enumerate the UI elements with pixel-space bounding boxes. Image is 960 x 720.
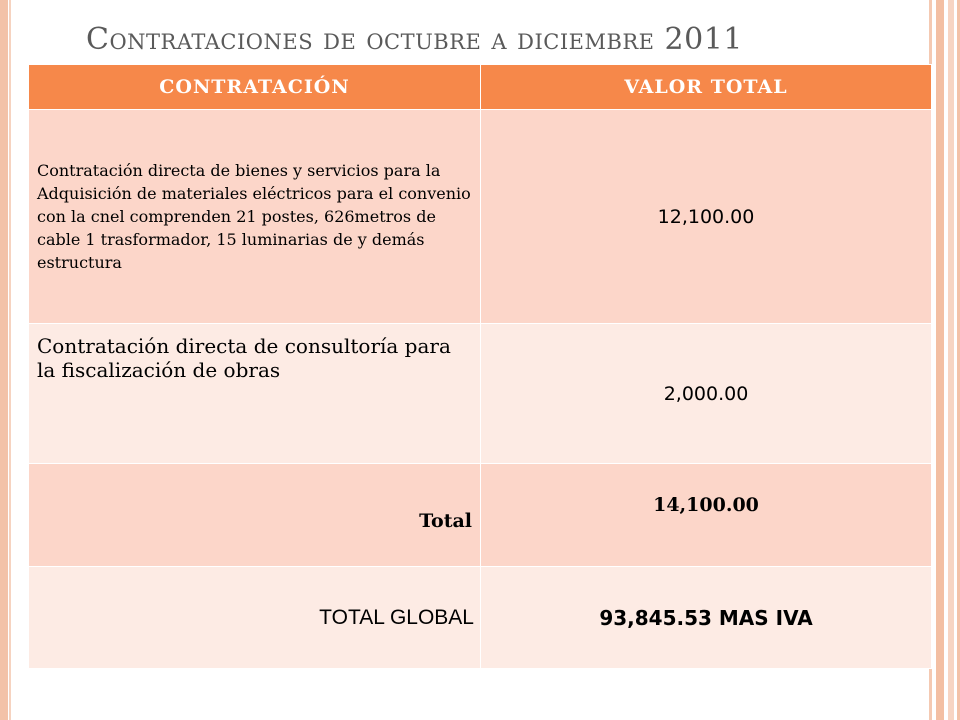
total-row (29, 464, 932, 567)
row-value: 2,000.00 (481, 324, 932, 464)
right-border-stripe (948, 0, 954, 720)
left-border-line (9, 0, 11, 720)
total-value: 14,100.00 (481, 464, 932, 567)
global-total-value: 93,845.53 MAS IVA (481, 567, 932, 669)
right-border-stripe (936, 0, 944, 720)
slide-title: Contrataciones de octubre a diciembre 2011 (86, 22, 743, 57)
contracts-table (28, 64, 932, 669)
header-valor-total: VALOR TOTAL (481, 65, 932, 110)
global-total-row (29, 567, 932, 669)
row-description: Contratación directa de consultoría para la fiscalización de obras (29, 324, 481, 464)
header-contratacion: CONTRATACIÓN (29, 65, 481, 110)
global-total-label: TOTAL GLOBAL (29, 567, 481, 669)
left-border-decoration (0, 0, 8, 720)
table-row (29, 110, 932, 324)
row-description: Contratación directa de bienes y servicios para la Adquisición de materiales eléctricos para el convenio con la cnel comprenden 21 postes, 626metros de cable 1 trasformador, 15 luminarias de y demás estructura (29, 110, 481, 324)
row-value: 12,100.00 (481, 110, 932, 324)
table-row (29, 324, 932, 464)
total-label: Total (29, 464, 481, 567)
